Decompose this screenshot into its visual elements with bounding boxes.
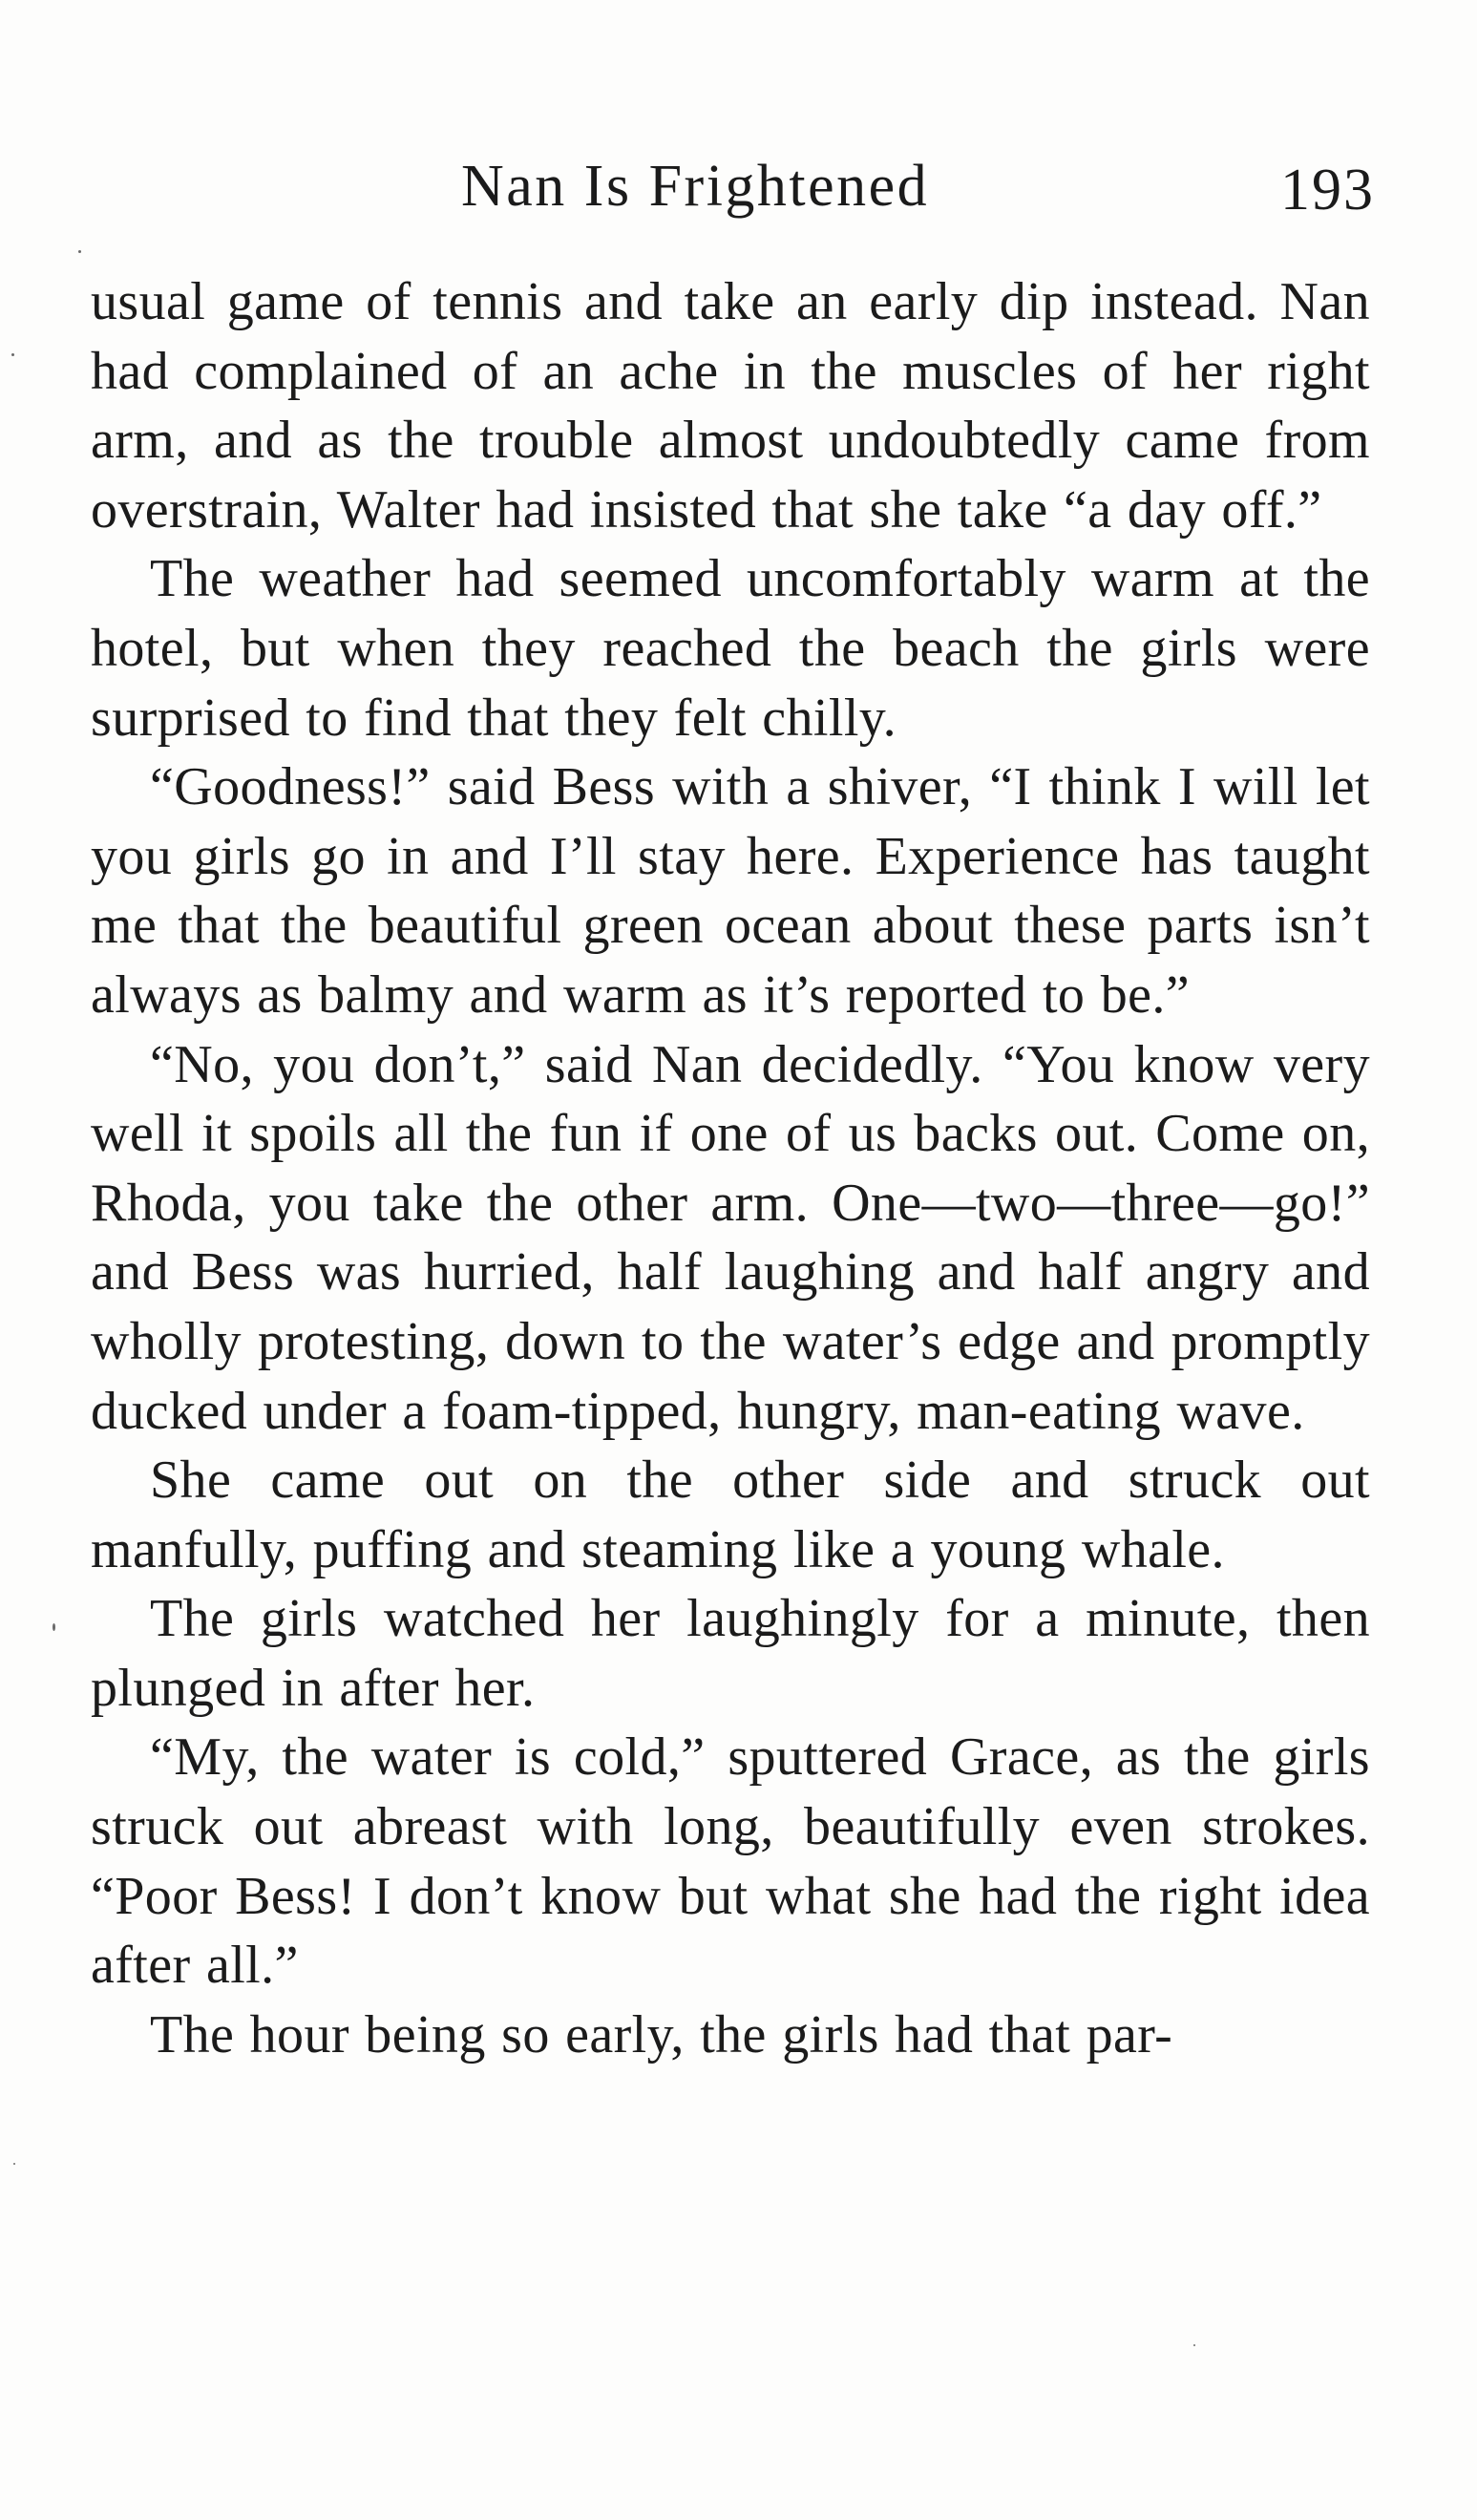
body-text [91,267,1370,2069]
scan-speck [1193,2344,1195,2346]
scan-speck [78,250,81,253]
paragraph: usual game of tennis and take an early dip instead. Nan had complained of an ache in the muscles of her right arm, and as the trouble almost undoubtedly came from overstrain, Walter had insisted that she take “a day off.” [91,272,1370,540]
scan-speck [13,2163,15,2165]
scan-speck [11,353,14,356]
running-title: Nan Is Frightened [461,154,930,219]
paragraph: “No, you don’t,” said Nan decidedly. “You know very well it spoils all the fun if one of us backs out. Come on, Rhoda, you take the other arm. One—two—three—go!” and Bess was hurried, half laughing and half angry and wholly protesting, down to the water’s edge and promptly ducked under a foam-tipped, hungry, man-eating wave. [91,1034,1370,1441]
scan-speck [53,1623,55,1631]
paragraph: The girls watched her laughingly for a minute, then plunged in after her. [91,1589,1370,1718]
paragraph: She came out on the other side and struck out manfully, puffing and steaming like a young whale. [91,1451,1370,1579]
paragraph: “Goodness!” said Bess with a shiver, “I think I will let you girls go in and I’ll stay here. Experience has taught me that the beautiful green ocean about these parts isn’t always as balmy and warm as it’s reported to be.” [91,757,1370,1025]
paragraph: “My, the water is cold,” sputtered Grace, as the girls struck out abreast with long, beautifully even strokes. “Poor Bess! I don’t know but what she had the right idea after all.” [91,1727,1370,1996]
page-number: 193 [1280,158,1375,222]
paragraph: The weather had seemed uncomfortably warm at the hotel, but when they reached the beach the girls were surprised to find that they felt chilly. [91,549,1370,748]
page-header [86,143,1375,229]
paragraph: The hour being so early, the girls had that par- [150,2004,1173,2065]
